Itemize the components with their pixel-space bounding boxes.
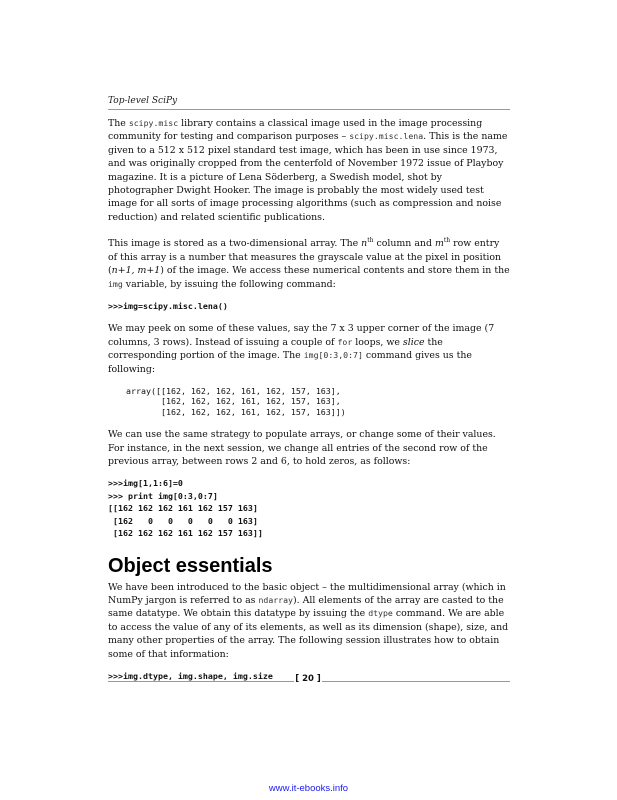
text-run: row entry of this array is a number that measures the grayscale value at the pixel in position ( bbox=[108, 238, 502, 277]
command-lena: >>>img=scipy.misc.lena() bbox=[108, 301, 228, 311]
italic-m: m bbox=[434, 238, 444, 250]
paragraph-peek-values bbox=[108, 322, 510, 376]
inline-code: for bbox=[337, 336, 353, 347]
footer-rule-right bbox=[322, 681, 510, 682]
text-run: variable, by issuing the following command: bbox=[122, 278, 336, 290]
text-run: . This is the name given to a 512 x 512 pixel standard test image, which has been in use since 1973, and was originally cropped from the centerfold of November 1972 issue of Playboy magazine. It is a picture of Lena Söderberg, a Swedish model, shot by photographer Dwight Hooker. The image is probably the most widely used test image for all sorts of image processing algorithms (such as compression and noise reduction) and related scientific publications. bbox=[108, 131, 508, 223]
footer-rule-left bbox=[108, 681, 294, 682]
page-number: [ 20 ] bbox=[295, 674, 321, 684]
inline-code: scipy.misc.lena bbox=[349, 131, 424, 142]
text-run: ). All elements of the array are casted to the same datatype. We obtain this datatype by issuing the bbox=[108, 594, 504, 620]
array-output-block: array([[162, 162, 162, 161, 162, 157, 163], [162, 162, 162, 161, 162, 157, 163], [162, 162, 162, 161, 162, 157, 163]]) bbox=[126, 386, 346, 417]
inline-code: img bbox=[108, 278, 123, 289]
text-run: column and bbox=[373, 238, 435, 250]
text-run: loops, we bbox=[352, 336, 403, 348]
italic-position: n+1, m+1 bbox=[111, 265, 161, 277]
paragraph-scipy-misc bbox=[108, 117, 510, 224]
superscript-th: th bbox=[443, 237, 451, 245]
paragraph-array-storage bbox=[108, 234, 510, 291]
text-run: We have been introduced to the basic object – the multidimensional array (which in NumPy jargon is referred to as bbox=[108, 581, 506, 606]
text-run: library contains a classical image used in the image processing community for testing and comparison purposes – bbox=[108, 118, 483, 143]
watermark-link[interactable]: www.it-ebooks.info bbox=[268, 783, 349, 794]
page-body bbox=[108, 117, 510, 683]
inline-code: scipy.misc bbox=[128, 118, 179, 128]
italic-n: n bbox=[361, 238, 368, 250]
text-run: command. We are able to access the value of any of its elements, as well as its dimension (shape), size, and many other properties of the array. The following session illustrates how to obtain some of that information: bbox=[108, 608, 509, 660]
text-run: the corresponding portion of the image. The bbox=[108, 336, 443, 362]
superscript-th: th bbox=[367, 237, 374, 245]
paragraph-populate-arrays: We can use the same strategy to populate arrays, or change some of their values. For instance, in the next session, we change all entries of the second row of the previous array, between rows 2 and 6, to hold zeros, as follows: bbox=[108, 429, 496, 468]
inline-code: img[0:3,0:7] bbox=[303, 350, 363, 361]
text-run: We may peek on some of these values, say the 7 x 3 upper corner of the image (7 columns, 3 rows). Instead of issuing a couple of bbox=[108, 323, 495, 348]
session-block: >>>img[1,1:6]=0 >>> print img[0:3,0:7] [[162 162 162 161 162 157 163] [162 0 0 0 0 0 163] [162 162 162 161 162 157 163]] bbox=[108, 478, 263, 539]
section-heading: Object essentials bbox=[108, 554, 273, 577]
paragraph-object-essentials bbox=[108, 581, 510, 661]
italic-slice: slice bbox=[402, 336, 425, 348]
inline-code: ndarray bbox=[258, 594, 293, 605]
text-run: ) of the image. We access these numerical contents and store them in the bbox=[160, 265, 510, 277]
text-run: The bbox=[108, 118, 129, 129]
command-dtype-shape-size: >>>img.dtype, img.shape, img.size bbox=[108, 670, 273, 681]
inline-code: dtype bbox=[368, 608, 393, 619]
header-rule bbox=[108, 109, 510, 110]
running-header: Top-level SciPy bbox=[108, 96, 178, 106]
text-run: command gives us the following: bbox=[108, 350, 472, 375]
text-run: This image is stored as a two-dimensional array. The bbox=[108, 238, 362, 250]
